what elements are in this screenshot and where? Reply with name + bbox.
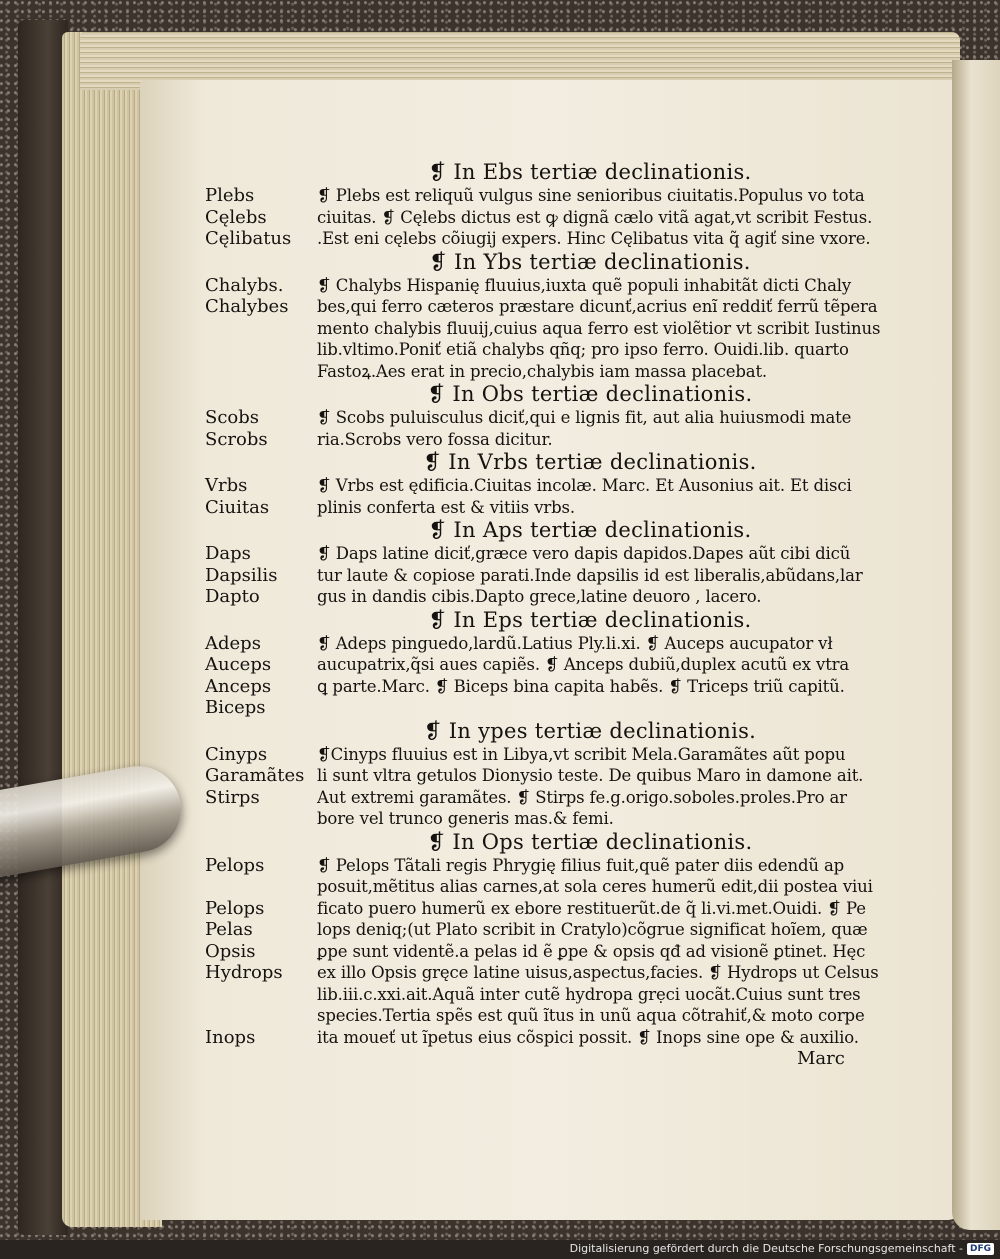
text-line: ❡ Vrbs est ędificia.Ciuitas incolæ. Marc. Et Ausonius ait. Et disci — [317, 476, 852, 495]
text-line: bore vel trunco generis mas.& femi. — [317, 809, 614, 828]
section-body — [205, 633, 895, 719]
section-body — [205, 744, 895, 830]
section-heading: ❡ In Aps tertiæ declinationis. — [428, 518, 752, 542]
text-line: mento chalybis fluuij,cuius aqua ferro est violẽtior vt scribit Iustinus — [317, 318, 881, 338]
section-body — [205, 475, 895, 518]
margin-keyword — [205, 984, 317, 1006]
margin-keyword: Scrobs — [205, 428, 268, 450]
entry-text — [317, 407, 877, 450]
text-line: lops deniq;(ut Plato scribit in Cratylo)cõgrue significat hoĩem, quæ — [317, 920, 868, 939]
margin-keyword: Vrbs — [205, 475, 248, 496]
footer-credit — [570, 1241, 994, 1256]
text-line: tur laute & copiose parati.Inde dapsilis id est liberalis,abũdans,lar — [317, 565, 863, 585]
section-body — [205, 407, 895, 450]
margin-keyword: Pelas — [205, 919, 253, 940]
text-line: Aut extremi garamãtes. ❡ Stirps fe.g.origo.soboles.proles.Pro ar — [317, 787, 847, 807]
facing-page-edge — [952, 60, 1000, 1230]
dfg-logo: DFG — [967, 1243, 994, 1255]
margin-keyword: Auceps — [205, 654, 272, 675]
section-heading: ❡ In ypes tertiæ declinationis. — [423, 718, 757, 743]
margin-keyword: Pelops — [205, 854, 265, 876]
text-line: posuit,mẽtitus alias carnes,at sola ceres humerũ edit,dii postea viui — [317, 877, 873, 896]
margin-keyword: Stirps — [205, 786, 260, 808]
margin-keyword: Cęlebs — [205, 206, 267, 228]
entry-text — [317, 855, 877, 1049]
margin-keywords — [205, 407, 317, 450]
text-line: lib.vltimo.Poniť etiã chalybs qñq; pro ipso ferro. Ouidi.lib. quarto — [317, 340, 849, 359]
text-line: ex illo Opsis gręce latine uisus,aspectus,facies. ❡ Hydrops ut Celsus — [317, 963, 879, 982]
section-heading: ❡ In Ybs tertiæ declinationis. — [429, 249, 751, 274]
margin-keyword: Adeps — [205, 632, 261, 654]
text-line: ciuitas. ❡ Cęlebs dictus est ꝙ dignã cælo vitã agat,vt scribit Festus. — [317, 207, 873, 227]
margin-keyword: Pelops — [205, 897, 265, 919]
margin-keyword: Dapto — [205, 586, 260, 607]
text-line: ❡ Plebs est reliquũ vulgus sine senioribus ciuitatis.Populus vo tota — [317, 186, 865, 205]
margin-keyword: Anceps — [205, 675, 272, 697]
section-body — [205, 855, 895, 1049]
entry-text — [317, 185, 877, 250]
margin-keywords — [205, 543, 317, 608]
book-cover-edge — [18, 20, 68, 1235]
margin-keyword: Daps — [205, 543, 251, 564]
text-line: ficato puero humerũ ex ebore restituerũt.de q̃ li.vi.met.Ouidi. ❡ Pe — [317, 898, 866, 918]
section-body — [205, 185, 895, 250]
margin-keyword: Chalybes — [205, 296, 289, 317]
margin-keyword: Hydrops — [205, 962, 283, 983]
section-heading: ❡ In Ebs tertiæ declinationis. — [428, 160, 752, 184]
entry-text — [317, 744, 877, 830]
margin-keywords — [205, 275, 317, 383]
margin-keyword — [205, 876, 317, 898]
text-line: gus in dandis cibis.Dapto grece,latine deuoro , lacero. — [317, 587, 762, 606]
margin-keyword: Garamãtes — [205, 765, 305, 786]
text-line: ❡ Chalybs Hispanię fluuius,iuxta quẽ populi inhabitãt dicti Chaly — [317, 275, 852, 295]
margin-keywords — [205, 744, 317, 830]
margin-keyword: Cęlibatus — [205, 228, 292, 249]
text-line: ꝑpe sunt videntẽ.a pelas id ẽ ꝑpe & opsis qđ ad visionẽ ꝑtinet. Hęc — [317, 941, 866, 961]
section-body — [205, 275, 895, 383]
text-line: plinis conferta est & vitiis vrbs. — [317, 497, 575, 517]
text-line: aucupatrix,q̃si aues capiẽs. ❡ Anceps dubiũ,duplex acutũ ex vtra — [317, 655, 850, 674]
margin-keywords — [205, 475, 317, 518]
section-heading: ❡ In Ops tertiæ declinationis. — [427, 829, 753, 854]
entry-text — [317, 275, 881, 383]
text-line: .Est eni cęlebs cõiugij expers. Hinc Cęlibatus vita q̃ agiť sine vxore. — [317, 229, 871, 248]
margin-keyword: Plebs — [205, 185, 255, 206]
text-line: species.Tertia spẽs est quũ ĩtus in unũ aqua cõtrahiť,& moto corpe — [317, 1006, 865, 1025]
text-line: ꝗ parte.Marc. ❡ Biceps bina capita habẽs. ❡ Triceps triũ capitũ. — [317, 676, 845, 696]
text-line: ❡ Daps latine diciť,græce vero dapis dapidos.Dapes aũt cibi dicũ — [317, 544, 851, 563]
section-heading: ❡ In Eps tertiæ declinationis. — [428, 607, 752, 632]
entry-text — [317, 475, 877, 518]
margin-keyword: Biceps — [205, 697, 266, 718]
text-line: li sunt vltra getulos Dionysio teste. De quibus Maro in damone ait. — [317, 766, 864, 785]
section-heading: ❡ In Vrbs tertiæ declinationis. — [423, 450, 757, 474]
text-line: bes,qui ferro cæteros præstare dicunť,acrius enĩ reddiť ferrũ tẽpera — [317, 297, 878, 316]
section-body — [205, 543, 895, 608]
text-line: ❡Cinyps fluuius est in Libya,vt scribit Mela.Garamãtes aũt popu — [317, 744, 846, 764]
catchword: Marc — [797, 1048, 845, 1069]
text-line: lib.iii.c.xxi.ait.Aquã inter cutẽ hydropa grẹci uocãt.Cuius sunt tres — [317, 984, 861, 1004]
text-line: ita moueť ut ĩpetus eius cõspici possit. ❡ Inops sine ope & auxilio. — [317, 1027, 859, 1047]
margin-keywords — [205, 855, 317, 1049]
margin-keyword: Chalybs. — [205, 274, 284, 296]
text-line: Fastoꝝ.Aes erat in precio,chalybis iam massa placebat. — [317, 361, 768, 381]
footer-text: Digitalisierung gefördert durch die Deutsche Forschungsgemeinschaft - — [569, 1242, 963, 1255]
margin-keyword: Cinyps — [205, 743, 268, 765]
section-heading: ❡ In Obs tertiæ declinationis. — [427, 382, 753, 406]
entry-text — [317, 633, 877, 719]
margin-keywords — [205, 185, 317, 250]
margin-keyword: Scobs — [205, 407, 260, 428]
margin-keyword: Opsis — [205, 940, 256, 962]
entry-text — [317, 543, 877, 608]
page-text — [205, 160, 895, 1070]
margin-keyword: Dapsilis — [205, 564, 278, 586]
margin-keyword — [205, 1005, 317, 1027]
margin-keyword: Inops — [205, 1026, 256, 1048]
text-line: ❡ Adeps pinguedo,lardũ.Latius Ply.li.xi. ❡ Auceps aucupator vł — [317, 633, 833, 653]
margin-keywords — [205, 633, 317, 719]
text-line: ❡ Pelops Tãtali regis Phrygię filius fuit,quẽ pater diis edendũ ap — [317, 855, 845, 875]
text-line: ❡ Scobs puluisculus diciť,qui e lignis fit, aut alia huiusmodi mate — [317, 408, 852, 427]
margin-keyword: Ciuitas — [205, 496, 270, 518]
text-line: ria.Scrobs vero fossa dicitur. — [317, 429, 553, 449]
